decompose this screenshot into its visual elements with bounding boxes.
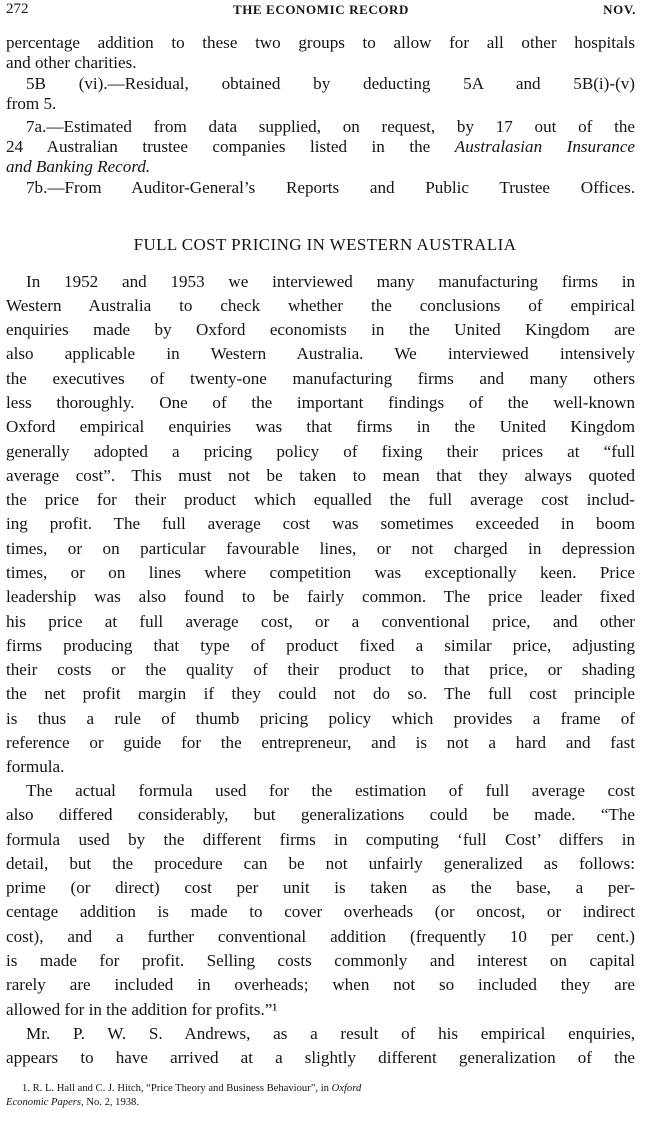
body-line: leadership was also found to be fairly common. The price leader fixed: [6, 587, 635, 606]
footnote-text: , No. 2, 1938.: [81, 1097, 140, 1108]
body-line: average cost”. This must not be taken to mean that they always quoted: [6, 466, 635, 485]
body-line: enquiries made by Oxford economists in the United Kingdom are: [6, 320, 635, 339]
body-line: times, or on particular favourable lines, or not charged in depression: [6, 539, 635, 558]
body-line: times, or on lines where competition was exceptionally keen. Price: [6, 563, 635, 582]
footnote-text: 1. R. L. Hall and C. J. Hitch, “Price Theory and Business Behaviour”, in: [22, 1083, 332, 1094]
note-line: percentage addition to these two groups to allow for all other hospitals: [6, 33, 635, 52]
note-line: from 5.: [6, 94, 57, 113]
body-line: firms producing that type of product fixed a similar price, adjusting: [6, 636, 635, 655]
note-line: 7b.—From Auditor-General’s Reports and Public Trustee Offices.: [26, 178, 635, 197]
body-line: rarely are included in overheads; when not so included they are: [6, 975, 635, 994]
body-line: reference or guide for the entrepreneur, and is not a hard and fast: [6, 733, 635, 752]
body-line: his price at full average cost, or a conventional price, and other: [6, 612, 635, 631]
note-line: 5B (vi).—Residual, obtained by deducting 5A and 5B(i)-(v): [26, 74, 635, 93]
body-line: Western Australia to check whether the conclusions of empirical: [6, 296, 635, 315]
footnote-italic: Oxford: [331, 1083, 362, 1094]
section-title: FULL COST PRICING IN WESTERN AUSTRALIA: [133, 235, 517, 254]
body-line: the price for their product which equalled the full average cost includ-: [6, 490, 635, 509]
footnote-italic: Economic Papers: [6, 1097, 82, 1108]
body-line: allowed for in the addition for profits.”¹: [6, 1000, 278, 1019]
issue-month: NOV.: [603, 2, 636, 17]
footnote-line: [22, 1082, 635, 1096]
body-line: appears to have arrived at a slightly different generalization of the: [6, 1048, 635, 1067]
body-line: is made for profit. Selling costs commonly and interest on capital: [6, 951, 635, 970]
body-line: also applicable in Western Australia. We interviewed intensively: [6, 344, 635, 363]
running-header: [6, 0, 636, 22]
body-line: detail, but the procedure can be not unfairly generalized as follows:: [6, 854, 635, 873]
body-line: their costs or the quality of their product to that price, or shading: [6, 660, 635, 679]
page-number: 272: [6, 1, 29, 17]
body-line: also differed considerably, but generalizations could be made. “The: [6, 805, 635, 824]
body-line: cost), and a further conventional addition (frequently 10 per cent.): [6, 927, 635, 946]
body-line: Oxford empirical enquiries was that firms in the United Kingdom: [6, 417, 635, 436]
note-line: 7a.—Estimated from data supplied, on request, by 17 out of the: [26, 117, 635, 136]
journal-title: THE ECONOMIC RECORD: [232, 2, 410, 17]
body-line: formula.: [6, 757, 65, 776]
note-line: and other charities.: [6, 53, 137, 72]
note-text: 24 Australian trustee companies listed in the: [6, 137, 455, 156]
body-line: The actual formula used for the estimation of full average cost: [26, 781, 635, 800]
note-italic: and Banking Record.: [6, 157, 151, 176]
body-line: centage addition is made to cover overheads (or oncost, or indirect: [6, 902, 635, 921]
body-line: formula used by the different firms in computing ‘full Cost’ differs in: [6, 830, 635, 849]
body-line: ing profit. The full average cost was sometimes exceeded in boom: [6, 514, 635, 533]
body-line: is thus a rule of thumb pricing policy which provides a frame of: [6, 709, 635, 728]
body-line: generally adopted a pricing policy of fixing their prices at “full: [6, 442, 635, 461]
body-line: the executives of twenty-one manufacturing firms and many others: [6, 369, 635, 388]
body-line: Mr. P. W. S. Andrews, as a result of his empirical enquiries,: [26, 1024, 635, 1043]
body-line: prime (or direct) cost per unit is taken as the base, a per-: [6, 878, 635, 897]
body-line: the net profit margin if they could not do so. The full cost principle: [6, 684, 635, 703]
footnote-line: [6, 1096, 635, 1110]
body-line: In 1952 and 1953 we interviewed many manufacturing firms in: [26, 272, 635, 291]
note-italic: Australasian Insurance: [454, 137, 635, 156]
body-line: less thoroughly. One of the important findings of the well-known: [6, 393, 635, 412]
